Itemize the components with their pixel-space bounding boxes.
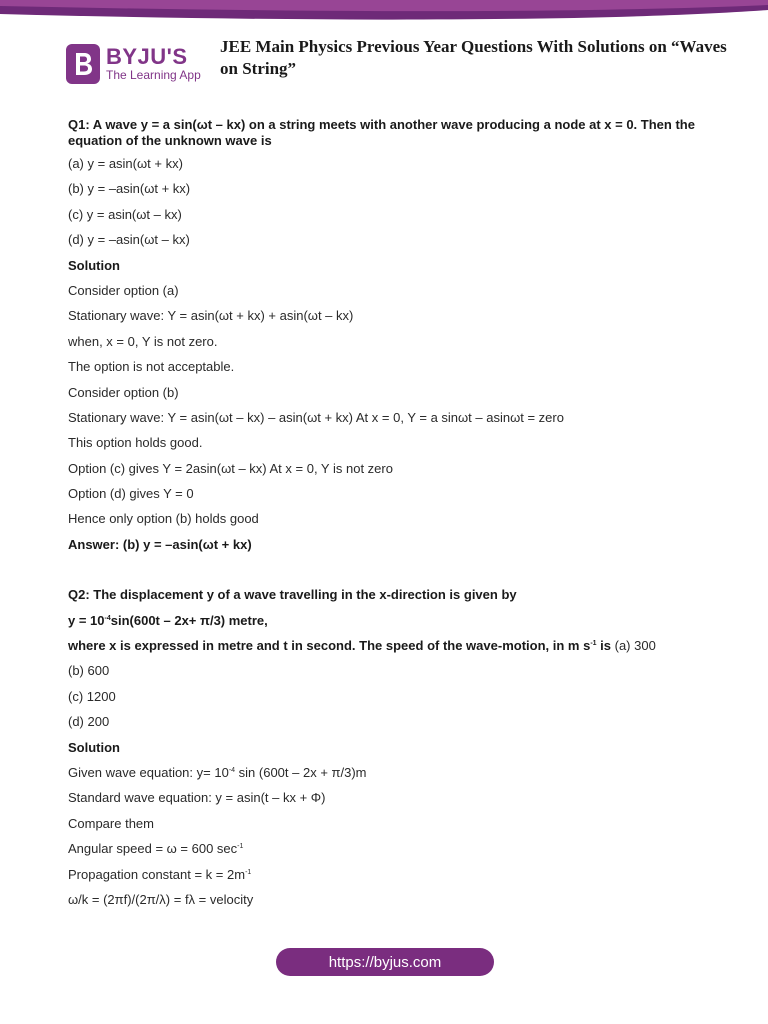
logo-b-glyph xyxy=(71,50,95,78)
q2-sol4-exponent: -1 xyxy=(237,843,244,851)
q2-option-c: (c) 1200 xyxy=(68,688,116,704)
q1-option-b: (b) y = –asin(ωt + kx) xyxy=(68,181,191,197)
byjus-logo xyxy=(66,44,201,84)
footer-url-link[interactable]: https://byjus.com xyxy=(276,948,494,976)
q2-eq-suffix: sin(600t – 2x+ π/3) metre, xyxy=(110,612,268,628)
q1-solution-line: Option (c) gives Y = 2asin(ωt – kx) At x = 0, Y is not zero xyxy=(68,460,393,476)
q2-solution-line xyxy=(68,841,718,866)
q2-sol1-exponent: -4 xyxy=(228,766,236,774)
q1-question: Q1: A wave y = a sin(ωt – kx) on a string meets with another wave producing a node at x = 0. Then the equation of the unknown wave is xyxy=(68,117,695,148)
q2-sol5-exponent: -1 xyxy=(245,868,252,876)
q2-sol1-text: Given wave equation: y= 10 xyxy=(68,764,229,780)
q2-eq-exponent: -4 xyxy=(104,614,111,622)
q1-solution-heading: Solution xyxy=(68,257,120,273)
q1-option-d: (d) y = –asin(ωt – kx) xyxy=(68,232,190,248)
q1-solution-line: Stationary wave: Y = asin(ωt + kx) + asin(ωt – kx) xyxy=(68,308,354,324)
q2-sol4-text: Angular speed = ω = 600 sec xyxy=(68,841,238,857)
q1-solution-line: This option holds good. xyxy=(68,435,203,451)
q2-line3-text: where x is expressed in metre and t in second. The speed of the wave-motion, in m s xyxy=(68,638,591,654)
q2-option-d: (d) 200 xyxy=(68,714,110,730)
q2-sol1-rest: sin (600t – 2x + π/3)m xyxy=(235,764,367,780)
q1-solution-line: Consider option (a) xyxy=(68,282,179,298)
top-decorative-band xyxy=(0,0,768,22)
brand-name: BYJU'S xyxy=(106,44,188,69)
q2-solution-line xyxy=(68,867,718,892)
wave-band-graphic xyxy=(0,0,768,22)
q2-question-line-3 xyxy=(68,638,718,663)
document-body xyxy=(68,117,718,917)
q1-option-a: (a) y = asin(ωt + kx) xyxy=(68,156,183,171)
q1-solution-line: when, x = 0, Y is not zero. xyxy=(68,333,218,349)
q1-solution-line: Hence only option (b) holds good xyxy=(68,511,259,527)
q1-solution-line: Stationary wave: Y = asin(ωt – kx) – asin(ωt + kx) At x = 0, Y = a sinωt – asinωt = zero xyxy=(68,409,564,425)
q2-solution-line xyxy=(68,765,718,790)
q2-solution-line: ω/k = (2πf)/(2π/λ) = fλ = velocity xyxy=(68,891,254,907)
q2-solution-line: Standard wave equation: y = asin(t – kx + Φ) xyxy=(68,790,326,806)
q1-solution-line: The option is not acceptable. xyxy=(68,359,235,375)
document-title: JEE Main Physics Previous Year Questions With Solutions on “Waves on String” xyxy=(220,37,727,78)
q2-solution-line: Compare them xyxy=(68,815,154,831)
q2-line3-is: is xyxy=(596,638,612,654)
q2-line3-exponent: -1 xyxy=(590,640,597,648)
q1-solution-line: Option (d) gives Y = 0 xyxy=(68,486,194,502)
q2-question-line-2 xyxy=(68,613,718,638)
q2-solution-heading: Solution xyxy=(68,739,120,755)
q2-sol5-text: Propagation constant = k = 2m xyxy=(68,866,246,882)
q1-solution-line: Consider option (b) xyxy=(68,384,179,400)
q1-option-c: (c) y = asin(ωt – kx) xyxy=(68,206,182,222)
brand-tagline: The Learning App xyxy=(106,68,201,82)
q1-answer: Answer: (b) y = –asin(ωt + kx) xyxy=(68,536,252,552)
q2-option-b: (b) 600 xyxy=(68,663,110,679)
question-spacer xyxy=(68,562,718,587)
logo-b-icon xyxy=(66,44,100,84)
q2-eq-prefix: y = 10 xyxy=(68,612,105,628)
q2-option-a: (a) 300 xyxy=(611,638,656,654)
q2-question-line-1: Q2: The displacement y of a wave travelling in the x-direction is given by xyxy=(68,587,517,603)
